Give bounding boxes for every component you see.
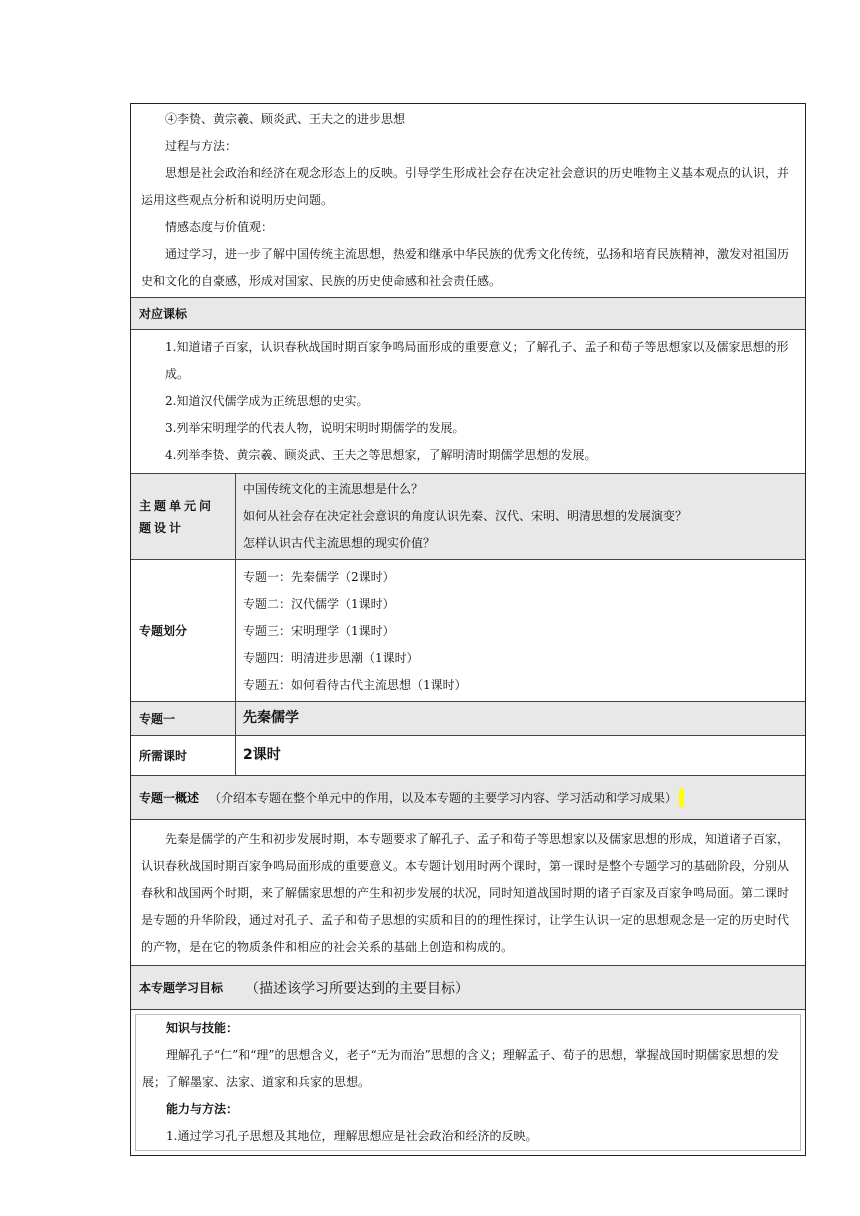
overview-header	[131, 776, 805, 820]
topic1-row	[131, 702, 805, 736]
standards-label: 对应课标	[139, 307, 188, 321]
questions-label-cell	[131, 474, 236, 559]
hours-label: 所需课时	[139, 749, 188, 763]
hours-row	[131, 736, 805, 776]
standards-header	[131, 298, 805, 330]
goals-header	[131, 966, 805, 1010]
topic1-label: 专题一	[139, 712, 176, 726]
overview-hint: （介绍本专题在整个单元中的作用，以及本专题的主要学习内容、学习活动和学习成果）	[209, 791, 678, 805]
lesson-plan-table	[130, 103, 806, 1156]
topic1-label-cell	[131, 702, 236, 735]
topic-item: 专题三：宋明理学（1课时）	[243, 624, 395, 638]
topics-label-cell	[131, 560, 236, 701]
standard-item: 4.列举李贽、黄宗羲、顾炎武、王夫之等思想家，了解明清时期儒学思想的发展。	[165, 448, 597, 462]
process-text: 思想是社会政治和经济在观念形态上的反映。引导学生形成社会存在决定社会意识的历史唯物主义基本观点的认识，并运用这些观点分析和说明历史问题。	[141, 166, 790, 207]
hours-value: 2课时	[243, 747, 281, 763]
hours-value-cell	[236, 736, 805, 775]
knowledge-label: 知识与技能：	[166, 1021, 239, 1035]
process-label: 过程与方法：	[165, 139, 238, 153]
goals-label: 本专题学习目标	[139, 981, 224, 995]
ability-item: 1.通过学习孔子思想及其地位，理解思想应是社会政治和经济的反映。	[166, 1129, 538, 1143]
highlight-marker	[679, 789, 684, 807]
knowledge-text: 理解孔子“仁”和“理”的思想含义，老子“无为而治”思想的含义；理解孟子、荀子的思想，掌握战国时期儒家思想的发展；了解墨家、法家、道家和兵家的思想。	[142, 1048, 779, 1089]
topics-cell	[236, 560, 805, 701]
topic-item: 专题五：如何看待古代主流思想（1课时）	[243, 678, 467, 692]
overview-body	[131, 820, 805, 966]
overview-label: 专题一概述	[139, 791, 200, 805]
goals-body	[131, 1010, 805, 1155]
overview-text: 先秦是儒学的产生和初步发展时期，本专题要求了解孔子、孟子和荀子等思想家以及儒家思想的形成，知道诸子百家，认识春秋战国时期百家争鸣局面形成的重要意义。本专题计划用时两个课时，第一课时是整个专题学习的基础阶段，分别从春秋和战国两个时期，来了解儒家思想的产生和初步发展的状况，同时知道战国时期的诸子百家及百家争鸣局面。第二课时是专题的升华阶段，通过对孔子、孟子和荀子思想的实质和目的的理性探讨，让学生认识一定的思想观念是一定的历史时代的产物，是在它的物质条件和相应的社会关系的基础上创造和构成的。	[141, 832, 790, 954]
questions-label: 主题单元问题设计	[139, 498, 215, 535]
objective-item: ④李贽、黄宗羲、顾炎武、王夫之的进步思想	[165, 112, 406, 126]
topic-item: 专题二：汉代儒学（1课时）	[243, 597, 395, 611]
topics-label: 专题划分	[139, 624, 188, 638]
goals-inner-box	[135, 1014, 801, 1151]
standard-item: 1.知道诸子百家，认识春秋战国时期百家争鸣局面形成的重要意义；了解孔子、孟子和荀子等思想家以及儒家思想的形成。	[165, 340, 789, 381]
question-item: 如何从社会存在决定社会意识的角度认识先秦、汉代、宋明、明清思想的发展演变？	[243, 509, 688, 523]
question-item: 中国传统文化的主流思想是什么？	[243, 482, 424, 496]
hours-label-cell	[131, 736, 236, 775]
standards-list	[131, 330, 805, 474]
questions-row	[131, 474, 805, 560]
topic-item: 专题四：明清进步思潮（1课时）	[243, 651, 419, 665]
goals-hint: （描述该学习所要达到的主要目标）	[245, 980, 470, 997]
emotion-label: 情感态度与价值观：	[165, 220, 274, 234]
questions-cell	[236, 474, 805, 559]
question-item: 怎样认识古代主流思想的现实价值？	[243, 536, 436, 550]
objectives-continued	[131, 104, 805, 298]
ability-label: 能力与方法：	[166, 1102, 239, 1116]
topics-row	[131, 560, 805, 702]
standard-item: 3.列举宋明理学的代表人物，说明宋明时期儒学的发展。	[165, 421, 465, 435]
topic-item: 专题一：先秦儒学（2课时）	[243, 570, 395, 584]
standard-item: 2.知道汉代儒学成为正统思想的史实。	[165, 394, 369, 408]
topic1-value: 先秦儒学	[243, 710, 299, 726]
emotion-text: 通过学习，进一步了解中国传统主流思想，热爱和继承中华民族的优秀文化传统，弘扬和培育民族精神，激发对祖国历史和文化的自豪感，形成对国家、民族的历史使命感和社会责任感。	[141, 247, 790, 288]
topic1-value-cell	[236, 702, 805, 735]
